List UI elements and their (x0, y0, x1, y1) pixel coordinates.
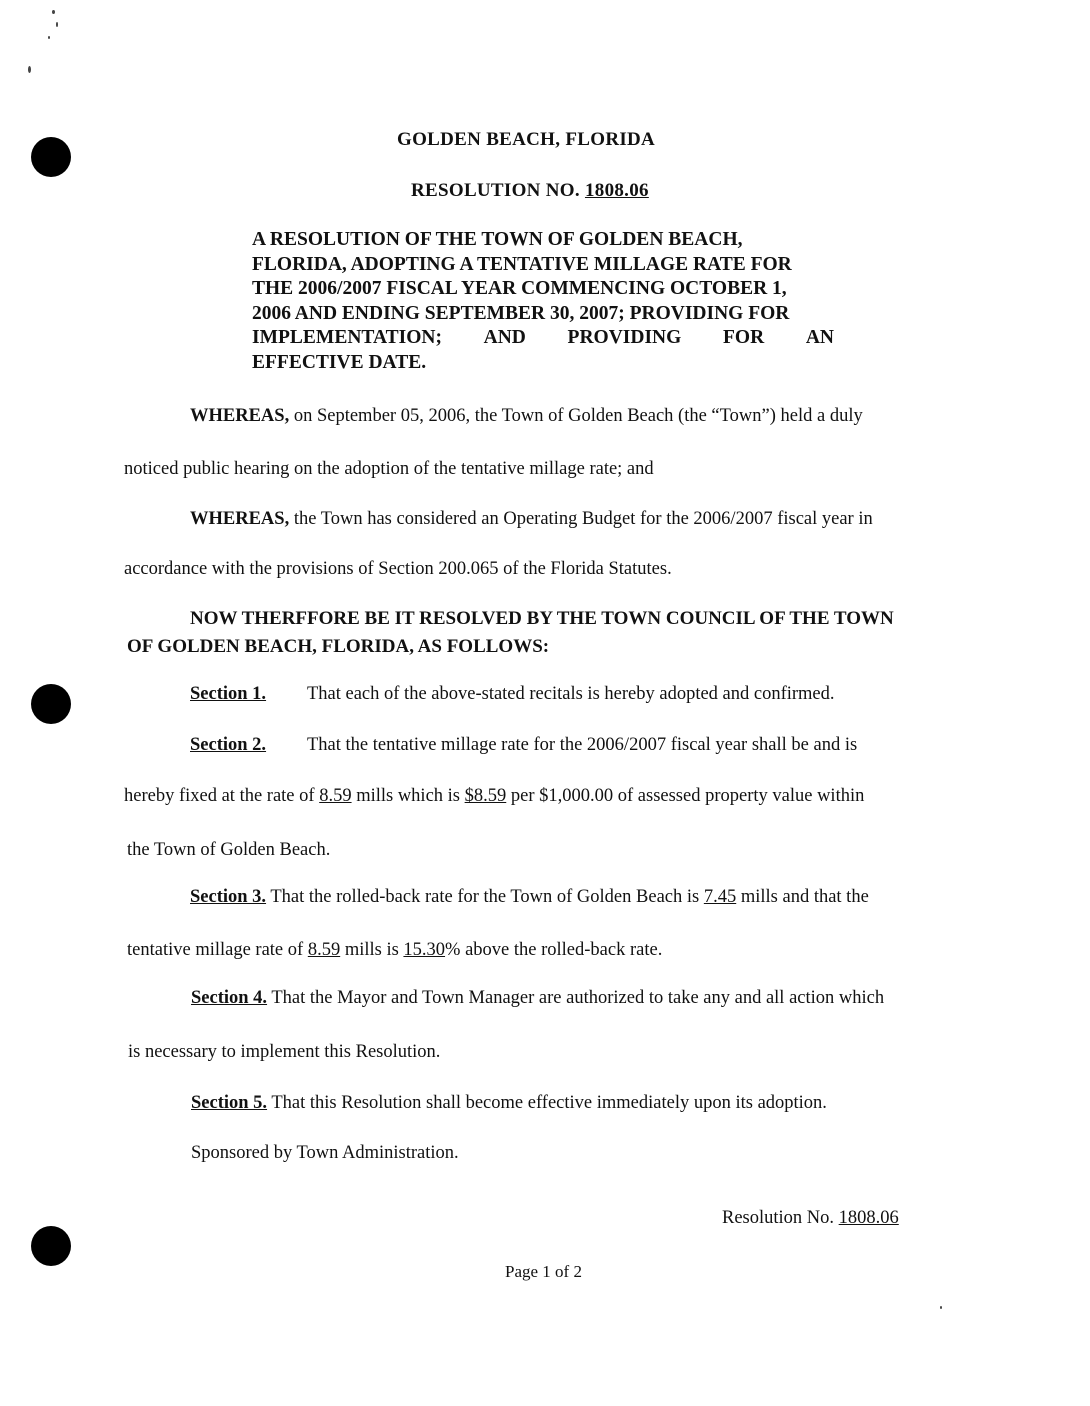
whereas-1-line-1 (190, 406, 863, 427)
title-word: IMPLEMENTATION; (252, 327, 442, 349)
section-label: Section 3. (190, 887, 267, 907)
title-word: AN (805, 327, 834, 349)
section-2-line-1 (190, 735, 857, 756)
title-line-justified (252, 326, 834, 351)
section-label: Section 4. (191, 988, 268, 1008)
resolved-line-1: NOW THERFFORE BE IT RESOLVED BY THE TOWN COUNCIL OF THE TOWN (190, 608, 894, 629)
resolution-heading (411, 180, 649, 202)
hole-punch-bottom (31, 1226, 71, 1266)
resolution-label: RESOLUTION NO. (411, 180, 580, 201)
section-text: mills and that the (736, 887, 869, 907)
section-text: That each of the above-stated recitals is hereby adopted and confirmed. (306, 684, 835, 704)
section-text: tentative millage rate of (127, 940, 308, 960)
section-text: That this Resolution shall become effective immediately upon its adoption. (271, 1093, 827, 1113)
section-text: per $1,000.00 of assessed property value within (506, 786, 865, 806)
tentative-rate: 8.59 (307, 940, 341, 960)
section-text: That the Mayor and Town Manager are authorized to take any and all action which (271, 988, 885, 1008)
title-line: THE 2006/2007 FISCAL YEAR COMMENCING OCTOBER 1, (252, 278, 787, 300)
percent-value: 15.30 (403, 940, 446, 960)
rolled-back-rate: 7.45 (703, 887, 737, 907)
section-label: Section 1. (190, 684, 267, 704)
scan-speck (52, 10, 55, 14)
title-line: EFFECTIVE DATE. (252, 351, 427, 373)
scan-speck (28, 66, 31, 73)
section-label: Section 2. (190, 735, 267, 755)
title-line: 2006 AND ENDING SEPTEMBER 30, 2007; PROVIDING FOR (252, 302, 790, 324)
whereas-2-line-1 (190, 509, 873, 530)
footer-resolution-label: Resolution No. (722, 1208, 835, 1228)
section-5 (191, 1093, 827, 1114)
whereas-text: the Town has considered an Operating Budget for the 2006/2007 fiscal year in (293, 509, 873, 529)
section-text: mills is (340, 940, 404, 960)
section-text: That the tentative millage rate for the 2006/2007 fiscal year shall be and is (306, 735, 858, 755)
whereas-2-line-2: accordance with the provisions of Section 200.065 of the Florida Statutes. (124, 559, 672, 579)
resolution-number: 1808.06 (584, 180, 649, 201)
whereas-keyword: WHEREAS, (190, 406, 290, 426)
scan-speck (56, 22, 58, 27)
sponsor-line: Sponsored by Town Administration. (191, 1143, 459, 1163)
resolved-line-2: OF GOLDEN BEACH, FLORIDA, AS FOLLOWS: (127, 636, 550, 657)
footer-resolution (722, 1208, 899, 1229)
section-text: % above the rolled-back rate. (445, 940, 663, 960)
hole-punch-top (31, 137, 71, 177)
section-4-line-1 (191, 988, 884, 1009)
title-line: A RESOLUTION OF THE TOWN OF GOLDEN BEACH, (252, 229, 743, 250)
section-text: hereby fixed at the rate of (124, 786, 320, 806)
whereas-keyword: WHEREAS, (190, 509, 290, 529)
section-2-line-3: the Town of Golden Beach. (127, 840, 331, 860)
millage-value: 8.59 (319, 786, 352, 806)
resolution-title (252, 228, 834, 376)
title-line: FLORIDA, ADOPTING A TENTATIVE MILLAGE RATE FOR (252, 253, 792, 275)
footer-resolution-number: 1808.06 (838, 1208, 899, 1228)
section-1 (190, 684, 835, 705)
section-label: Section 5. (191, 1093, 268, 1113)
dollar-value: $8.59 (464, 786, 507, 806)
section-text: That the rolled-back rate for the Town of Golden Beach is (270, 887, 704, 907)
section-4-line-2: is necessary to implement this Resolution. (128, 1042, 441, 1062)
section-3-line-2 (127, 940, 662, 961)
whereas-1-line-2: noticed public hearing on the adoption of the tentative millage rate; and (124, 459, 654, 479)
title-word: AND (483, 327, 526, 349)
scan-speck (940, 1306, 942, 1309)
section-3-line-1 (190, 887, 869, 908)
title-word: FOR (722, 327, 765, 349)
town-heading: GOLDEN BEACH, FLORIDA (397, 129, 656, 150)
page-number: Page 1 of 2 (505, 1262, 582, 1281)
whereas-text: on September 05, 2006, the Town of Golden Beach (the “Town”) held a duly (293, 406, 863, 426)
section-text: mills which is (351, 786, 465, 806)
section-2-line-2 (124, 786, 864, 807)
hole-punch-middle (31, 684, 71, 724)
scan-speck (48, 36, 50, 39)
title-word: PROVIDING (567, 327, 682, 349)
